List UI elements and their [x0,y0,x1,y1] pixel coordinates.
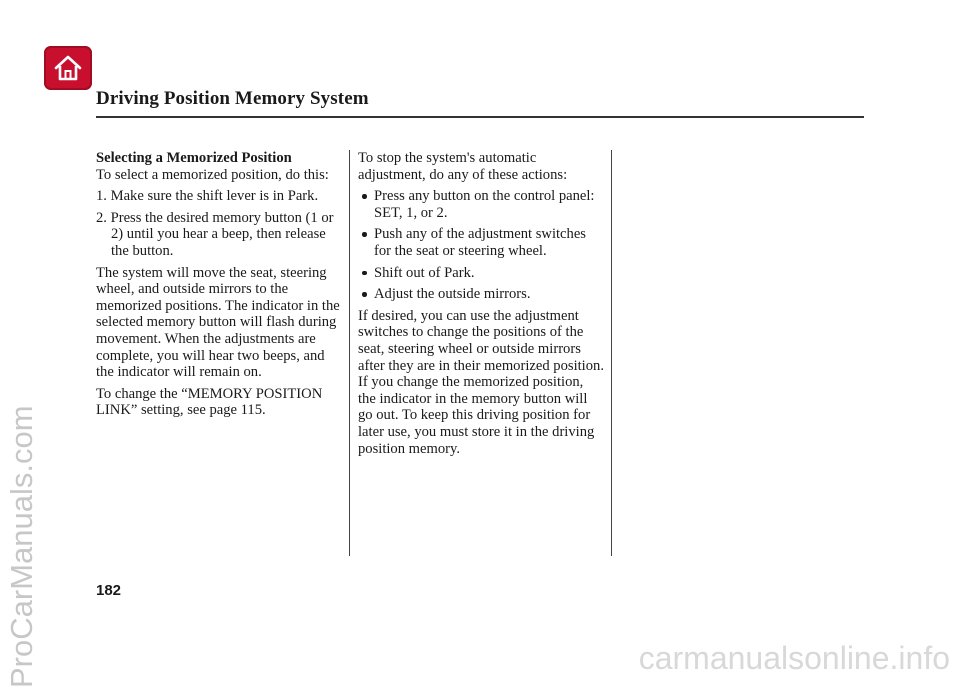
intro-text: To stop the system's automatic adjustment, do any of these actions: [358,150,568,183]
title-divider [96,116,864,118]
page-reference-paragraph: To change the “MEMORY POSITION LINK” setting, see page 115. [96,385,323,419]
side-watermark: ProCarManuals.com [4,405,39,688]
left-column [96,150,340,424]
bullet-item: Adjust the outside mirrors. [360,286,604,303]
page-number: 182 [96,582,122,599]
step-1: 1. Make sure the shift lever is in Park. [96,188,319,205]
column-divider-right [611,150,612,556]
page-title: Driving Position Memory System [96,88,369,109]
bullet-item: Shift out of Park. [360,265,604,282]
middle-column [358,150,604,462]
home-button[interactable] [44,46,92,90]
column-divider-left [349,150,350,556]
bullet-item: Press any button on the control panel: SET, 1, or 2. [360,188,604,221]
section-heading: Selecting a Memorized Position [96,150,292,166]
step-2: 2. Press the desired memory button (1 or 2) until you hear a beep, then release the button. [96,209,334,259]
bottom-watermark: carmanualsonline.info [638,640,950,676]
body-paragraph: If desired, you can use the adjustment switches to change the positions of the seat, steering wheel or outside mirrors after they are in their memorized position. If you change the memorized position, the indicator in the memory button will go out. To keep this driving position for later use, you must store it in the driving position memory. [358,307,604,457]
home-icon [53,54,83,82]
bullet-item: Push any of the adjustment switches for the seat or steering wheel. [360,226,604,259]
body-paragraph: The system will move the seat, steering wheel, and outside mirrors to the memorized positions. The indicator in the selected memory button will flash during movement. When the adjustments are complete, you will hear two beeps, and the indicator will remain on. [96,264,340,381]
intro-text: To select a memorized position, do this: [96,166,329,183]
